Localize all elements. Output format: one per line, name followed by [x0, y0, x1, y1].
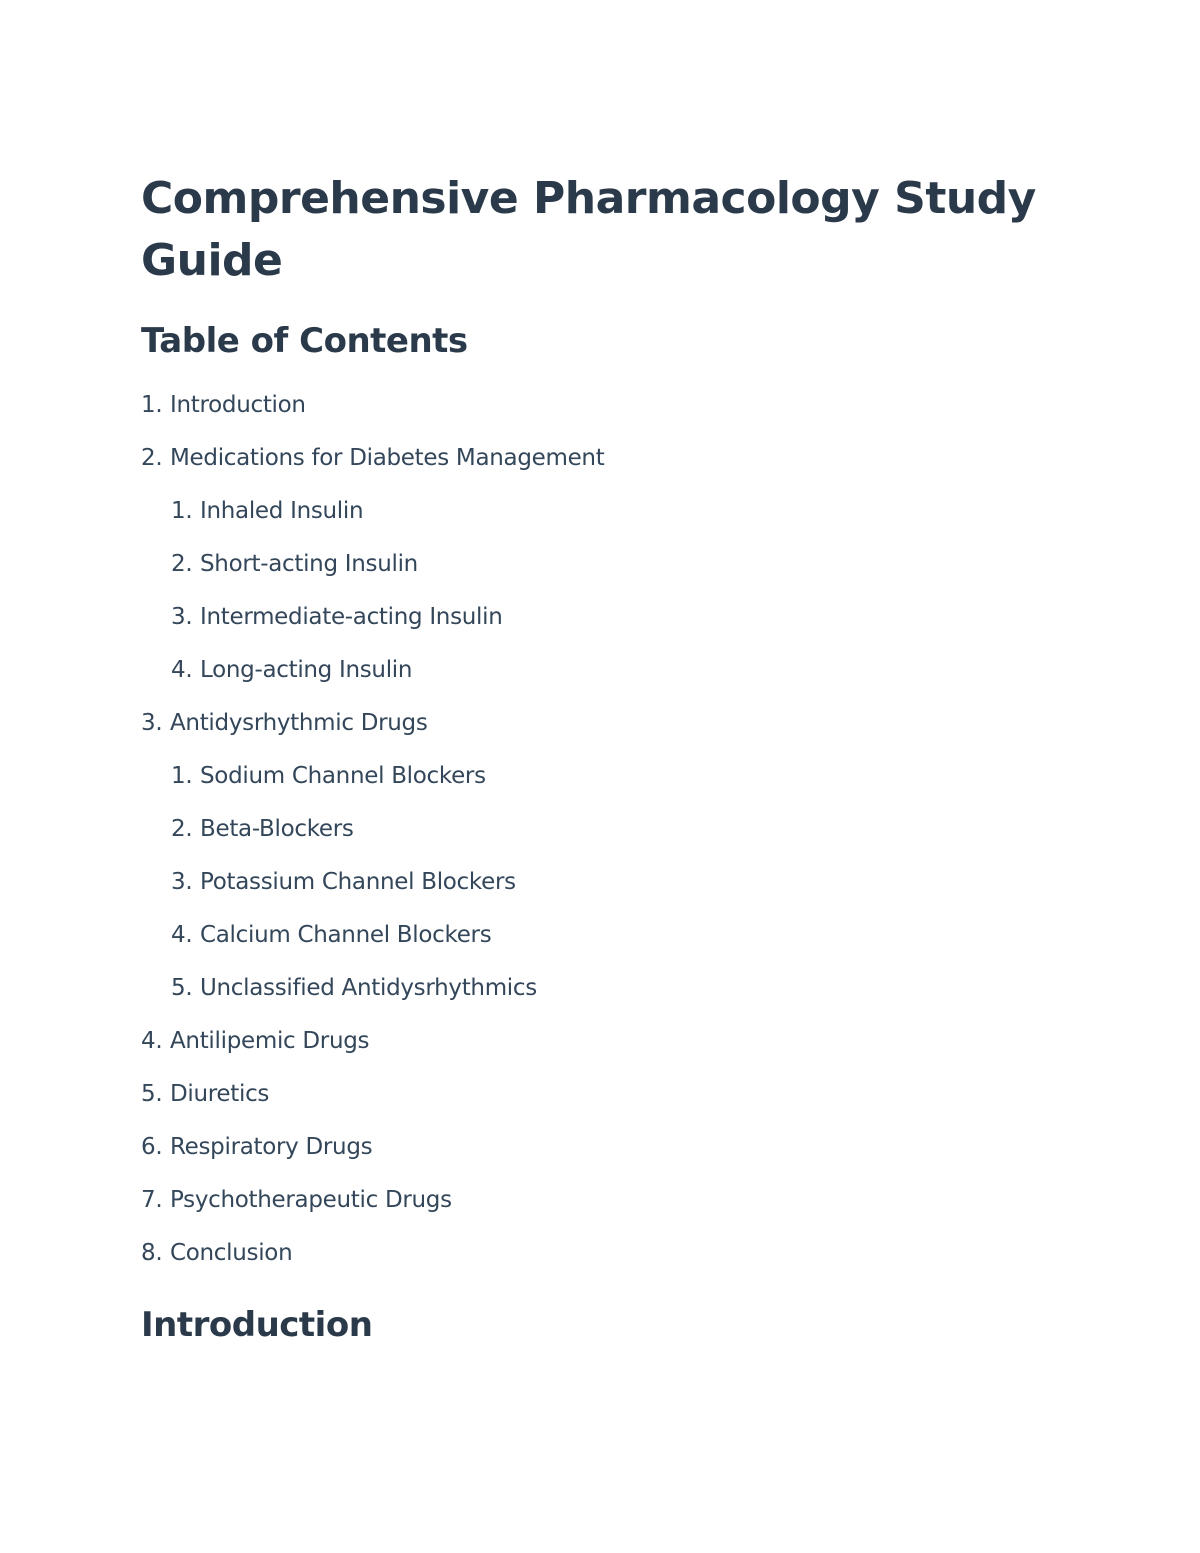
document-content	[141, 168, 1041, 1347]
toc-item-respiratory-drugs[interactable]	[141, 1121, 1041, 1174]
toc-item-label: Potassium Channel Blockers	[200, 869, 516, 895]
toc-item-number: 8.	[141, 1240, 163, 1266]
toc-item-label: Antilipemic Drugs	[170, 1028, 370, 1054]
toc-item-antilipemic-drugs[interactable]	[141, 1015, 1041, 1068]
toc-item-label: Conclusion	[170, 1240, 293, 1266]
toc-item-number: 4.	[171, 657, 193, 683]
toc-item-number: 3.	[171, 604, 193, 630]
toc-item-psychotherapeutic-drugs[interactable]	[141, 1174, 1041, 1227]
toc-item-number: 4.	[171, 922, 193, 948]
toc-item-number: 4.	[141, 1028, 163, 1054]
toc-item-diabetes-medications[interactable]	[141, 432, 1041, 485]
toc-item-label: Sodium Channel Blockers	[200, 763, 486, 789]
toc-item-unclassified-antidysrhythmics[interactable]	[141, 962, 1041, 1015]
toc-heading: Table of Contents	[141, 321, 468, 361]
toc-item-label: Unclassified Antidysrhythmics	[200, 975, 537, 1001]
toc-item-number: 6.	[141, 1134, 163, 1160]
toc-item-number: 2.	[171, 551, 193, 577]
toc-item-inhaled-insulin[interactable]	[141, 485, 1041, 538]
toc-item-introduction[interactable]	[141, 379, 1041, 432]
toc-item-number: 2.	[141, 445, 163, 471]
toc-item-intermediate-acting-insulin[interactable]	[141, 591, 1041, 644]
toc-item-number: 2.	[171, 816, 193, 842]
toc-item-label: Psychotherapeutic Drugs	[170, 1187, 452, 1213]
toc-item-label: Respiratory Drugs	[170, 1134, 373, 1160]
toc-item-antidysrhythmic-drugs[interactable]	[141, 697, 1041, 750]
toc-item-potassium-channel-blockers[interactable]	[141, 856, 1041, 909]
toc-item-label: Long-acting Insulin	[200, 657, 413, 683]
toc-item-diuretics[interactable]	[141, 1068, 1041, 1121]
toc-item-number: 7.	[141, 1187, 163, 1213]
toc-item-label: Introduction	[170, 392, 306, 418]
toc-item-label: Intermediate-acting Insulin	[200, 604, 503, 630]
toc-item-label: Antidysrhythmic Drugs	[170, 710, 428, 736]
toc-item-number: 5.	[171, 975, 193, 1001]
document-title: Comprehensive Pharmacology Study Guide	[141, 173, 1036, 286]
toc-item-number: 5.	[141, 1081, 163, 1107]
toc-item-number: 3.	[141, 710, 163, 736]
toc-item-label: Medications for Diabetes Management	[170, 445, 605, 471]
toc-item-number: 3.	[171, 869, 193, 895]
toc-item-label: Calcium Channel Blockers	[200, 922, 492, 948]
toc-item-number: 1.	[141, 392, 163, 418]
toc-item-short-acting-insulin[interactable]	[141, 538, 1041, 591]
toc-item-number: 1.	[171, 763, 193, 789]
toc-item-number: 1.	[171, 498, 193, 524]
toc-item-calcium-channel-blockers[interactable]	[141, 909, 1041, 962]
toc-item-long-acting-insulin[interactable]	[141, 644, 1041, 697]
table-of-contents	[141, 379, 1041, 1280]
toc-item-label: Beta-Blockers	[200, 816, 354, 842]
toc-item-label: Diuretics	[170, 1081, 270, 1107]
toc-item-label: Inhaled Insulin	[200, 498, 364, 524]
toc-item-sodium-channel-blockers[interactable]	[141, 750, 1041, 803]
toc-item-conclusion[interactable]	[141, 1227, 1041, 1280]
introduction-heading: Introduction	[141, 1305, 373, 1345]
toc-item-beta-blockers[interactable]	[141, 803, 1041, 856]
toc-item-label: Short-acting Insulin	[200, 551, 418, 577]
